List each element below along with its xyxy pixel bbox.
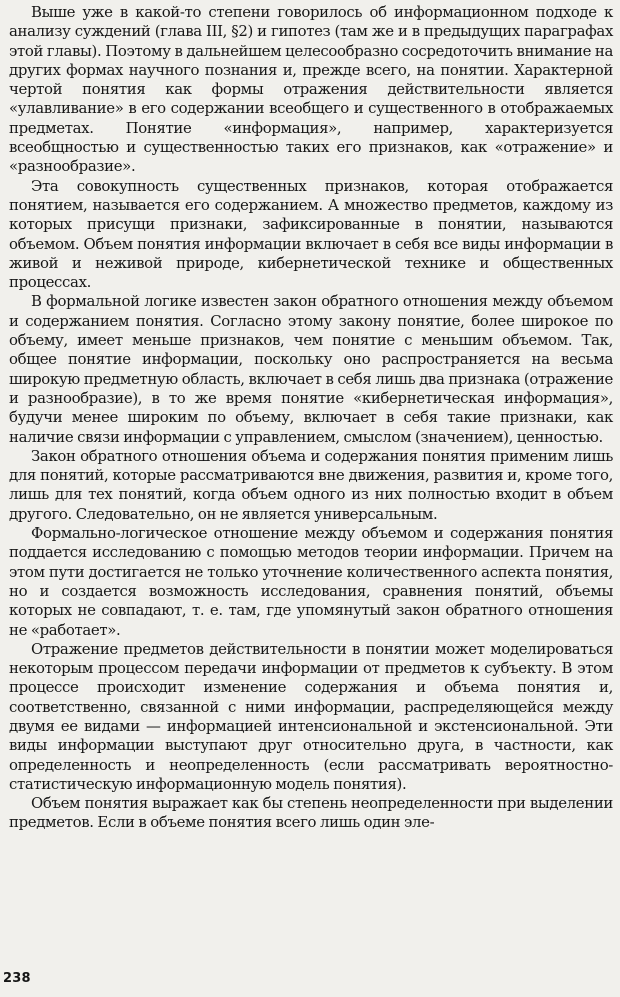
paragraph-1: Выше уже в какой-то степени говорилось об информационном подходе к анализу суждений (глава III, §2) и гипотез (там же и в предыдущих параграфах этой главы). Поэтому в дальнейшем целесообразно сосредоточить внимание на других формах научного познания и, прежде всего, на понятии. Характерной чертой понятия как формы отражения действительности является «улавливание» в его содержании всеобщего и существенного в отображаемых предметах. Понятие «информация», например, характеризуется всеобщностью и существенностью таких его признаков, как «отражение» и «разнообразие». [9, 3, 613, 176]
paragraph-4: Закон обратного отношения объема и содержания понятия применим лишь для понятий, которые рассматриваются вне движения, развития и, кроме того, лишь для тех понятий, когда объем одного из них полностью входит в объем другого. Следовательно, он не является универсальным. [9, 446, 613, 523]
paragraph-6: Отражение предметов действительности в понятии может моделироваться некоторым процессом передачи информации от предметов к субъекту. В этом процессе происходит изменение содержания и объема понятия и, соответственно, связанной с ними информации, распределяющейся между двумя ее видами — информацией интенсиональной и экстенсиональной. Эти виды информации выступают друг относительно друга, в частности, как определенность и неопределенность (если рассматривать вероятностно-статистическую информационную модель понятия). [9, 639, 613, 793]
paragraph-2: Эта совокупность существенных признаков, которая отображается понятием, называется его содержанием. А множество предметов, каждому из которых присущи признаки, зафиксированные в понятии, называются объемом. Объем понятия информации включает в себя все виды информации в живой и неживой природе, кибернетической технике и общественных процессах. [9, 176, 613, 292]
paragraph-3: В формальной логике известен закон обратного отношения между объемом и содержанием понятия. Согласно этому закону понятие, более широкое по объему, имеет меньше признаков, чем понятие с меньшим объемом. Так, общее понятие информации, поскольку оно распространяется на весьма широкую предметную область, включает в себя лишь два признака (отражение и разнообразие), в то же время понятие «кибернетическая информация», будучи менее широким по объему, включает в себя такие признаки, как наличие связи информации с управлением, смыслом (значением), ценностью. [9, 292, 613, 446]
book-page [9, 3, 613, 993]
paragraph-5: Формально-логическое отношение между объемом и содержания понятия поддается исследованию с помощью методов теории информации. Причем на этом пути достигается не только уточнение количественного аспекта понятия, но и создается возможность исследования, сравнения понятий, объемы которых не совпадают, т. е. там, где упомянутый закон обратного отношения не «работает». [9, 524, 613, 639]
page-number: 238 [3, 971, 31, 986]
paragraph-7: Объем понятия выражает как бы степень неопределенности при выделении предметов. Если в объеме понятия всего лишь один эле- [9, 794, 613, 832]
